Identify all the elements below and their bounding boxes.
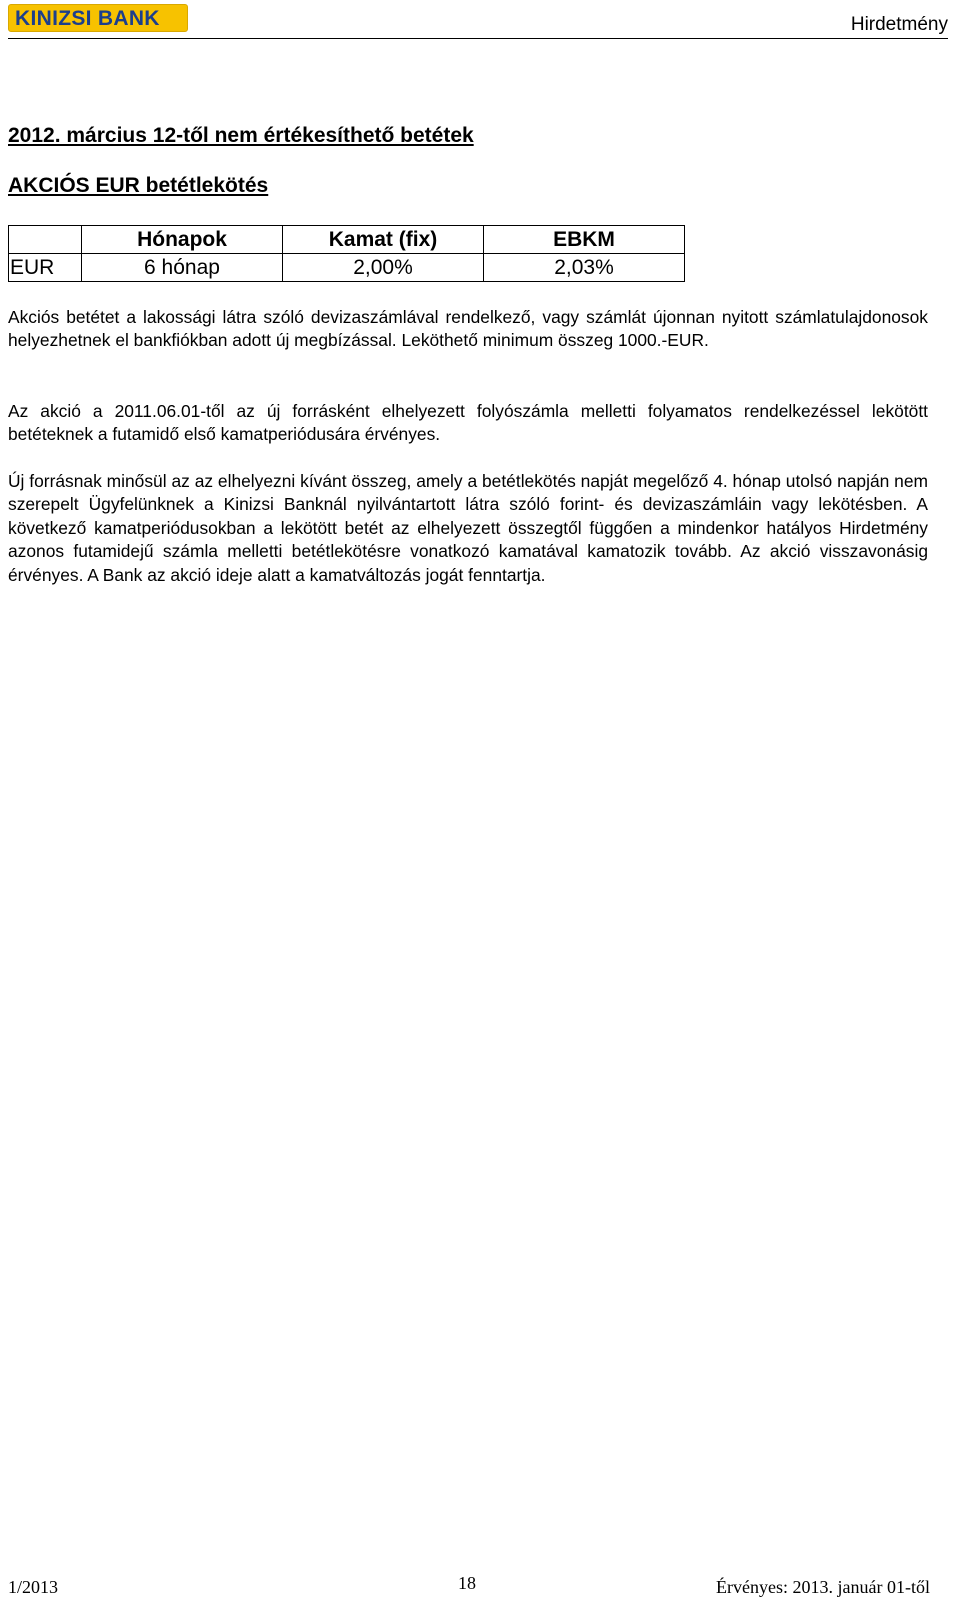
table-header-row <box>9 226 685 254</box>
table-cell-term: 6 hónap <box>82 254 283 282</box>
logo-text: KINIZSI BANK <box>15 7 160 30</box>
section-title: 2012. március 12-től nem értékesíthető betétek <box>8 124 474 147</box>
footer-page-number: 18 <box>458 1573 476 1593</box>
table-cell-ebkm: 2,03% <box>484 254 685 282</box>
paragraph-eligibility: Akciós betétet a lakossági látra szóló devizaszámlával rendelkező, vagy számlát újonnan nyitott számlatulajdonosok helyezhetnek el bankfiókban adott új megbízással. Leköthető minimum összeg 1000.-EUR. <box>8 307 928 351</box>
page-header <box>8 4 948 39</box>
kinizsi-bank-logo <box>8 4 188 32</box>
table-header-cell: Hónapok <box>82 226 283 254</box>
table-header-cell <box>9 226 82 254</box>
rates-table <box>8 225 685 282</box>
table-header-cell: Kamat (fix) <box>283 226 484 254</box>
table-row <box>9 254 685 282</box>
paragraph-new-funds: Új forrásnak minősül az az elhelyezni kívánt összeg, amely a betétlekötés napját megelőző 4. hónap utolsó napján nem szerepelt Ügyfelünknek a Kinizsi Banknál nyilvántartott látra szóló forint- és devizaszámláin vagy lekötésben. A következő kamatperiódusokban a lekötött betét az elhelyezett összegtől függően a mindenkor hatályos Hirdetmény azonos futamidejű számla melletti betétlekötésre vonatkozó kamatával kamatozik tovább. Az akció visszavonásig érvényes. A Bank az akció ideje alatt a kamatváltozás jogát fenntartja. <box>8 471 928 585</box>
table-cell-rate: 2,00% <box>283 254 484 282</box>
section-subtitle: AKCIÓS EUR betétlekötés <box>8 174 269 197</box>
table-cell-currency: EUR <box>9 254 82 282</box>
footer-issue: 1/2013 <box>8 1577 59 1597</box>
footer-valid-from: Érvényes: 2013. január 01-től <box>716 1577 930 1597</box>
document-type: Hirdetmény <box>850 14 948 35</box>
table-header-cell: EBKM <box>484 226 685 254</box>
paragraph-validity: Az akció a 2011.06.01-től az új forrásként elhelyezett folyószámla melletti folyamatos rendelkezéssel lekötött betéteknek a futamidő első kamatperiódusára érvényes. <box>8 401 928 445</box>
